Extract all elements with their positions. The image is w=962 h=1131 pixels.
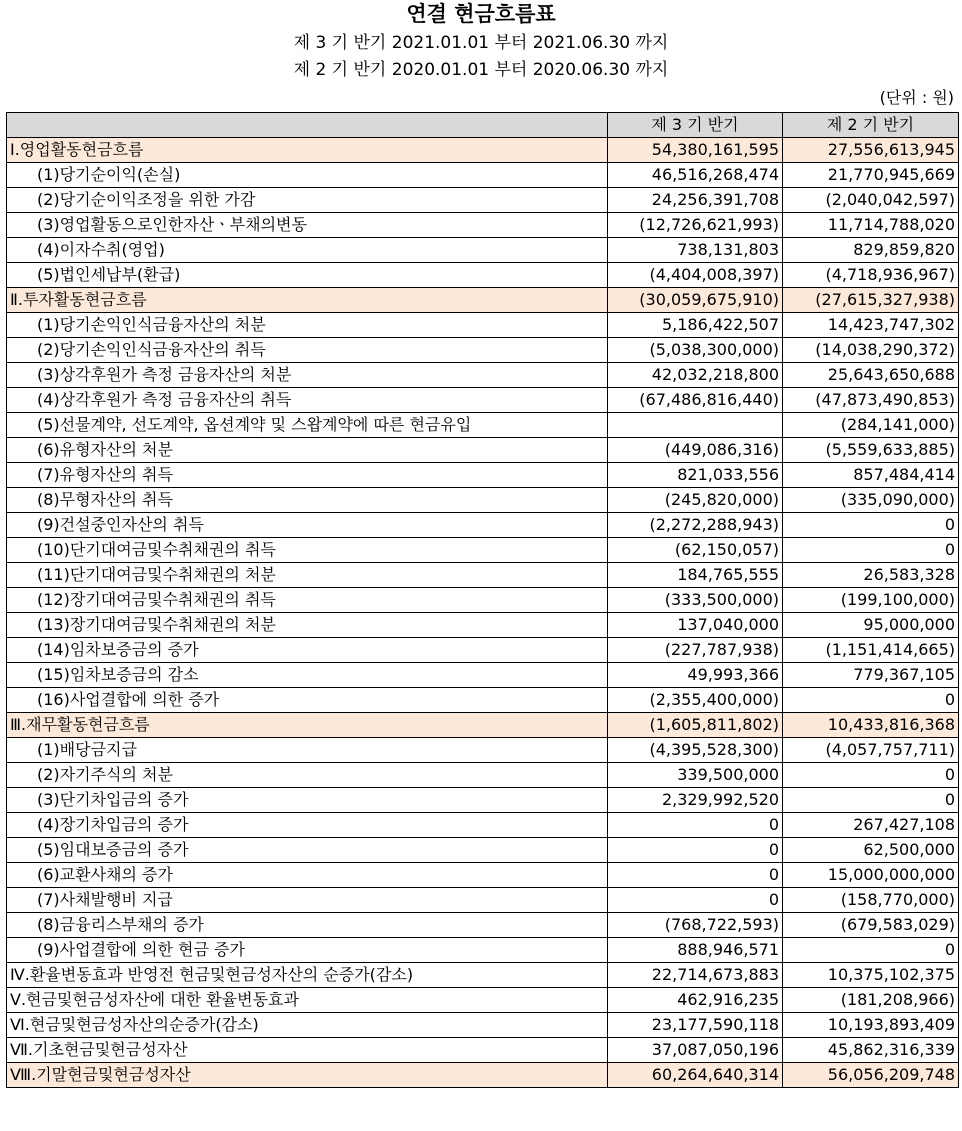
current-value: (67,486,816,440) — [608, 388, 783, 413]
table-row — [7, 338, 959, 363]
table-row — [7, 488, 959, 513]
prior-value: 0 — [783, 538, 959, 563]
row-label: (3)단기차입금의 증가 — [7, 788, 608, 813]
row-label: (13)장기대여금및수취채권의 처분 — [7, 613, 608, 638]
prior-value: 267,427,108 — [783, 813, 959, 838]
row-label: (9)사업결합에 의한 현금 증가 — [7, 938, 608, 963]
row-label: (14)임차보증금의 증가 — [7, 638, 608, 663]
prior-value: 857,484,414 — [783, 463, 959, 488]
row-label: (7)유형자산의 취득 — [7, 463, 608, 488]
row-label: Ⅲ.재무활동현금흐름 — [7, 713, 608, 738]
row-label: (12)장기대여금및수취채권의 취득 — [7, 588, 608, 613]
table-row — [7, 538, 959, 563]
section-row — [7, 713, 959, 738]
table-row — [7, 513, 959, 538]
current-value: 37,087,050,196 — [608, 1038, 783, 1063]
row-label: Ⅳ.환율변동효과 반영전 현금및현금성자산의 순증가(감소) — [7, 963, 608, 988]
prior-value: (14,038,290,372) — [783, 338, 959, 363]
summary-row — [7, 1038, 959, 1063]
row-label: (16)사업결합에 의한 증가 — [7, 688, 608, 713]
current-value: 60,264,640,314 — [608, 1063, 783, 1088]
table-row — [7, 763, 959, 788]
row-label: (8)무형자산의 취득 — [7, 488, 608, 513]
row-label: (5)임대보증금의 증가 — [7, 838, 608, 863]
prior-value: (4,057,757,711) — [783, 738, 959, 763]
row-label: (2)당기순이익조정을 위한 가감 — [7, 188, 608, 213]
prior-value: (679,583,029) — [783, 913, 959, 938]
row-label: Ⅰ.영업활동현금흐름 — [7, 138, 608, 163]
header-row — [7, 113, 959, 138]
row-label: (4)상각후원가 측정 금융자산의 취득 — [7, 388, 608, 413]
current-value: 738,131,803 — [608, 238, 783, 263]
header-current: 제 3 기 반기 — [608, 113, 783, 138]
prior-value: 25,643,650,688 — [783, 363, 959, 388]
current-value: 42,032,218,800 — [608, 363, 783, 388]
table-row — [7, 863, 959, 888]
prior-value: (2,040,042,597) — [783, 188, 959, 213]
prior-value: 14,423,747,302 — [783, 313, 959, 338]
current-value: (245,820,000) — [608, 488, 783, 513]
table-row — [7, 813, 959, 838]
section-row — [7, 288, 959, 313]
current-value: 2,329,992,520 — [608, 788, 783, 813]
row-label: (4)이자수취(영업) — [7, 238, 608, 263]
prior-value: (4,718,936,967) — [783, 263, 959, 288]
row-label: (1)당기순이익(손실) — [7, 163, 608, 188]
unit-label: (단위 : 원) — [879, 88, 954, 107]
table-row — [7, 388, 959, 413]
prior-value: (181,208,966) — [783, 988, 959, 1013]
table-row — [7, 913, 959, 938]
current-value: 888,946,571 — [608, 938, 783, 963]
table-row — [7, 238, 959, 263]
current-value: (12,726,621,993) — [608, 213, 783, 238]
row-label: Ⅵ.현금및현금성자산의순증가(감소) — [7, 1013, 608, 1038]
table-row — [7, 663, 959, 688]
row-label: Ⅷ.기말현금및현금성자산 — [7, 1063, 608, 1088]
current-value: (333,500,000) — [608, 588, 783, 613]
current-value: (5,038,300,000) — [608, 338, 783, 363]
current-value: (30,059,675,910) — [608, 288, 783, 313]
row-label: (7)사채발행비 지급 — [7, 888, 608, 913]
row-label: (1)당기손익인식금융자산의 처분 — [7, 313, 608, 338]
table-row — [7, 588, 959, 613]
row-label: (9)건설중인자산의 취득 — [7, 513, 608, 538]
prior-period: 제 2 기 반기 2020.01.01 부터 2020.06.30 까지 — [293, 60, 669, 80]
current-value: (62,150,057) — [608, 538, 783, 563]
row-label: Ⅱ.투자활동현금흐름 — [7, 288, 608, 313]
table-row — [7, 438, 959, 463]
prior-value: 0 — [783, 688, 959, 713]
current-value: (4,404,008,397) — [608, 263, 783, 288]
current-value: (1,605,811,802) — [608, 713, 783, 738]
current-value: 184,765,555 — [608, 563, 783, 588]
current-value: (2,272,288,943) — [608, 513, 783, 538]
prior-value: 829,859,820 — [783, 238, 959, 263]
current-value: 22,714,673,883 — [608, 963, 783, 988]
prior-value: 15,000,000,000 — [783, 863, 959, 888]
prior-value: (284,141,000) — [783, 413, 959, 438]
current-value: 46,516,268,474 — [608, 163, 783, 188]
table-row — [7, 838, 959, 863]
row-label: (11)단기대여금및수취채권의 처분 — [7, 563, 608, 588]
table-row — [7, 638, 959, 663]
table-row — [7, 188, 959, 213]
table-row — [7, 938, 959, 963]
prior-value: 26,583,328 — [783, 563, 959, 588]
prior-value: 95,000,000 — [783, 613, 959, 638]
current-value: 5,186,422,507 — [608, 313, 783, 338]
prior-value: (27,615,327,938) — [783, 288, 959, 313]
current-value: 49,993,366 — [608, 663, 783, 688]
prior-value: (158,770,000) — [783, 888, 959, 913]
current-value: 462,916,235 — [608, 988, 783, 1013]
summary-row — [7, 1013, 959, 1038]
row-label: (1)배당금지급 — [7, 738, 608, 763]
current-value: (2,355,400,000) — [608, 688, 783, 713]
row-label: (3)영업활동으로인한자산ㆍ부채의변동 — [7, 213, 608, 238]
prior-value: 45,862,316,339 — [783, 1038, 959, 1063]
prior-value: 21,770,945,669 — [783, 163, 959, 188]
prior-value: 62,500,000 — [783, 838, 959, 863]
row-label: (4)장기차입금의 증가 — [7, 813, 608, 838]
table-row — [7, 688, 959, 713]
prior-value: (1,151,414,665) — [783, 638, 959, 663]
table-row — [7, 413, 959, 438]
table-row — [7, 163, 959, 188]
row-label: (15)임차보증금의 감소 — [7, 663, 608, 688]
current-value: 24,256,391,708 — [608, 188, 783, 213]
section-row — [7, 1063, 959, 1088]
section-row — [7, 138, 959, 163]
row-label: (6)유형자산의 처분 — [7, 438, 608, 463]
table-row — [7, 563, 959, 588]
current-value: 0 — [608, 888, 783, 913]
current-value: 137,040,000 — [608, 613, 783, 638]
table-row — [7, 738, 959, 763]
cash-flow-table — [6, 112, 959, 1088]
current-value: (449,086,316) — [608, 438, 783, 463]
current-value: 339,500,000 — [608, 763, 783, 788]
table-row — [7, 363, 959, 388]
header-prior: 제 2 기 반기 — [783, 113, 959, 138]
table-row — [7, 613, 959, 638]
prior-value: 56,056,209,748 — [783, 1063, 959, 1088]
row-label: (10)단기대여금및수취채권의 취득 — [7, 538, 608, 563]
prior-value: 0 — [783, 763, 959, 788]
prior-value: 779,367,105 — [783, 663, 959, 688]
prior-value: 0 — [783, 788, 959, 813]
current-period: 제 3 기 반기 2021.01.01 부터 2021.06.30 까지 — [293, 33, 669, 53]
table-row — [7, 313, 959, 338]
prior-value: 0 — [783, 938, 959, 963]
row-label: (6)교환사채의 증가 — [7, 863, 608, 888]
prior-value: 10,193,893,409 — [783, 1013, 959, 1038]
table-row — [7, 888, 959, 913]
summary-row — [7, 988, 959, 1013]
current-value: 0 — [608, 838, 783, 863]
prior-value: 10,433,816,368 — [783, 713, 959, 738]
row-label: Ⅴ.현금및현금성자산에 대한 환율변동효과 — [7, 988, 608, 1013]
row-label: (3)상각후원가 측정 금융자산의 처분 — [7, 363, 608, 388]
table-row — [7, 263, 959, 288]
current-value: (4,395,528,300) — [608, 738, 783, 763]
prior-value: 27,556,613,945 — [783, 138, 959, 163]
current-value: (227,787,938) — [608, 638, 783, 663]
table-row — [7, 788, 959, 813]
row-label: (8)금융리스부채의 증가 — [7, 913, 608, 938]
row-label: Ⅶ.기초현금및현금성자산 — [7, 1038, 608, 1063]
current-value: 0 — [608, 863, 783, 888]
current-value: 821,033,556 — [608, 463, 783, 488]
current-value: 0 — [608, 813, 783, 838]
summary-row — [7, 963, 959, 988]
current-value: 23,177,590,118 — [608, 1013, 783, 1038]
prior-value: (47,873,490,853) — [783, 388, 959, 413]
prior-value: (199,100,000) — [783, 588, 959, 613]
prior-value: 11,714,788,020 — [783, 213, 959, 238]
current-value: 54,380,161,595 — [608, 138, 783, 163]
table-row — [7, 463, 959, 488]
current-value — [608, 413, 783, 438]
row-label: (2)당기손익인식금융자산의 취득 — [7, 338, 608, 363]
prior-value: (335,090,000) — [783, 488, 959, 513]
header-label — [7, 113, 608, 138]
row-label: (2)자기주식의 처분 — [7, 763, 608, 788]
row-label: (5)선물계약, 선도계약, 옵션계약 및 스왑계약에 따른 현금유입 — [7, 413, 608, 438]
prior-value: 10,375,102,375 — [783, 963, 959, 988]
table-row — [7, 213, 959, 238]
row-label: (5)법인세납부(환급) — [7, 263, 608, 288]
statement-title: 연결 현금흐름표 — [406, 2, 556, 26]
prior-value: 0 — [783, 513, 959, 538]
current-value: (768,722,593) — [608, 913, 783, 938]
prior-value: (5,559,633,885) — [783, 438, 959, 463]
